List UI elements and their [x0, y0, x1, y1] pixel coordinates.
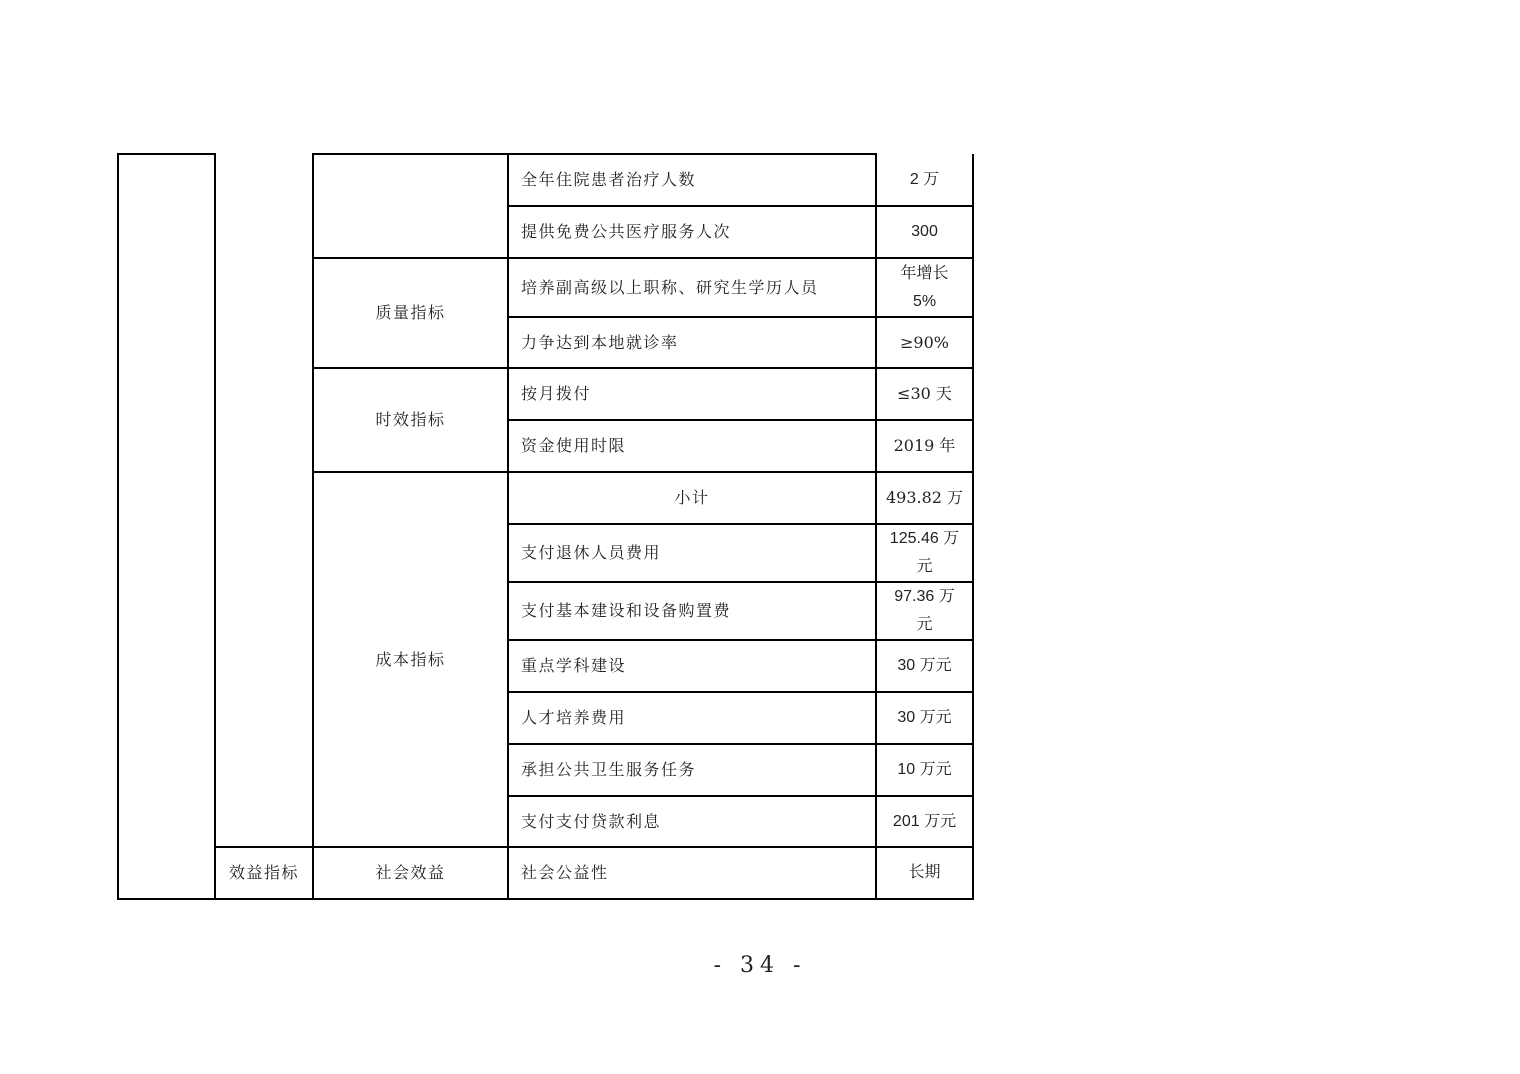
- subtotal-value: 493.82 万: [885, 488, 964, 507]
- table-row-value: 长期: [908, 864, 941, 881]
- table-row-value: 30 万元: [897, 657, 952, 674]
- table-row-value: 125.46 万 元: [889, 530, 960, 575]
- table-row-name: 重点学科建设: [521, 656, 627, 675]
- table-row-name: 力争达到本地就诊率: [521, 332, 679, 352]
- group-cell-timeliness: [314, 369, 507, 471]
- col-line-2: [214, 154, 216, 900]
- table-row-name: 支付基本建设和设备购置费: [521, 601, 732, 620]
- group-cell-social: [314, 848, 507, 898]
- group-label-cost: 成本指标: [375, 649, 446, 669]
- table-row-value: 2019 年: [893, 436, 956, 455]
- col-line-6: [972, 154, 974, 900]
- table-row-value: 201 万元: [892, 812, 957, 830]
- table-row-value: 年增长 5%: [900, 264, 949, 310]
- table-row-value: ≤30 天: [897, 384, 952, 403]
- group-cell-quality: [314, 259, 507, 367]
- table-row-value: 10 万元: [897, 761, 952, 778]
- table-row-value: 30 万元: [897, 709, 952, 726]
- top-border-left: [117, 153, 216, 155]
- table-row-name: 提供免费公共医疗服务人次: [521, 222, 732, 241]
- table-row-name: 按月拨付: [521, 384, 592, 403]
- group-label-quality: 质量指标: [375, 303, 446, 322]
- table-row-name: 人才培养费用: [521, 708, 627, 727]
- table-row-name: 社会公益性: [521, 863, 609, 882]
- table-row-name: 承担公共卫生服务任务: [521, 760, 697, 779]
- table-row-value: ≥90%: [900, 332, 949, 352]
- table-row-name: 全年住院患者治疗人数: [521, 170, 697, 189]
- group-label-social: 社会效益: [375, 863, 446, 882]
- table-row-name: 支付退休人员费用: [521, 543, 662, 562]
- table-row-name: 资金使用时限: [521, 436, 627, 455]
- level1-label-benefit: 效益指标: [228, 863, 299, 882]
- table-row-value: 300: [911, 223, 938, 240]
- subtotal-label: 小计: [674, 488, 710, 507]
- table-row-name: 支付支付贷款利息: [521, 811, 662, 831]
- table-row-value: 2 万: [909, 171, 940, 188]
- group-cell-cost: [314, 473, 507, 846]
- page-number: - 34 -: [713, 953, 807, 978]
- bottom-border: [117, 898, 974, 900]
- level1-cell-benefit: [216, 848, 312, 898]
- table-row-name: 培养副高级以上职称、研究生学历人员: [521, 277, 819, 297]
- table-row-value: 97.36 万 元: [894, 588, 955, 633]
- col-line-1: [117, 154, 119, 900]
- group-label-timeliness: 时效指标: [375, 410, 446, 429]
